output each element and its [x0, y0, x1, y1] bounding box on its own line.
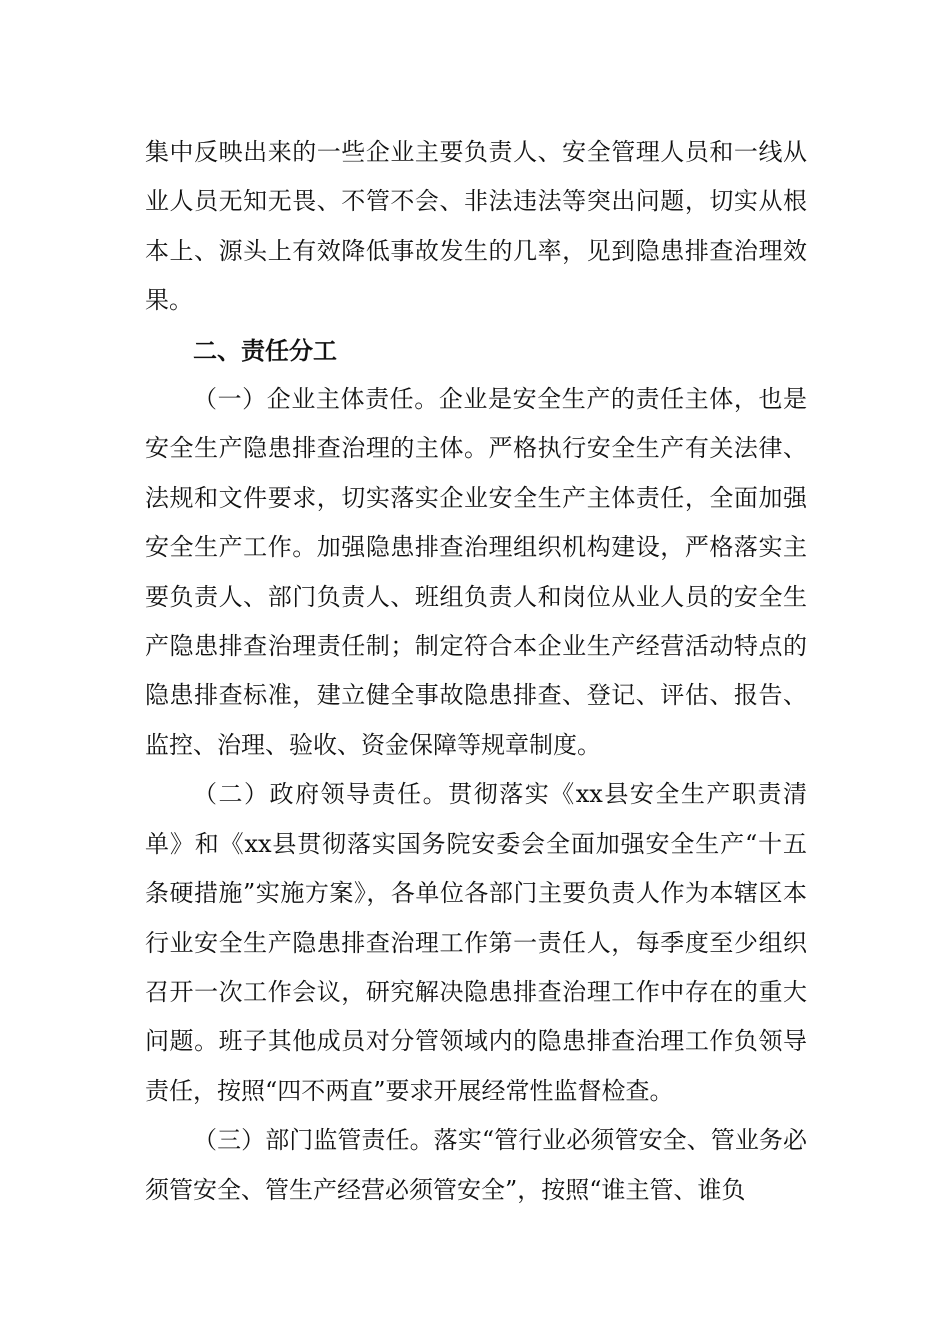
document-body — [145, 128, 807, 1215]
paragraph-government-responsibility: （二）政府领导责任。贯彻落实《xx县安全生产职责清单》和《xx县贯彻落实国务院安委会全面加强安全生产“十五条硬措施”实施方案》，各单位各部门主要负责人作为本辖区本行业安全生产隐患排查治理工作第一责任人，每季度至少组织召开一次工作会议，研究解决隐患排查治理工作中存在的重大问题。班子其他成员对分管领域内的隐患排查治理工作负领导责任，按照“四不两直”要求开展经常性监督检查。 — [145, 780, 807, 1105]
paragraph-continuation: 集中反映出来的一些企业主要负责人、安全管理人员和一线从业人员无知无畏、不管不会、非法违法等突出问题，切实从根本上、源头上有效降低事故发生的几率，见到隐患排查治理效果。 — [145, 138, 807, 315]
paragraph-enterprise-responsibility: （一）企业主体责任。企业是安全生产的责任主体，也是安全生产隐患排查治理的主体。严格执行安全生产有关法律、法规和文件要求，切实落实企业安全生产主体责任，全面加强安全生产工作。加强隐患排查治理组织机构建设，严格落实主要负责人、部门负责人、班组负责人和岗位从业人员的安全生产隐患排查治理责任制；制定符合本企业生产经营活动特点的隐患排查标准，建立健全事故隐患排查、登记、评估、报告、监控、治理、验收、资金保障等规章制度。 — [145, 385, 807, 759]
section-heading: 二、责任分工 — [193, 335, 337, 365]
paragraph-department-responsibility: （三）部门监管责任。落实“管行业必须管安全、管业务必须管安全、管生产经营必须管安全”，按照“谁主管、谁负 — [145, 1126, 807, 1204]
